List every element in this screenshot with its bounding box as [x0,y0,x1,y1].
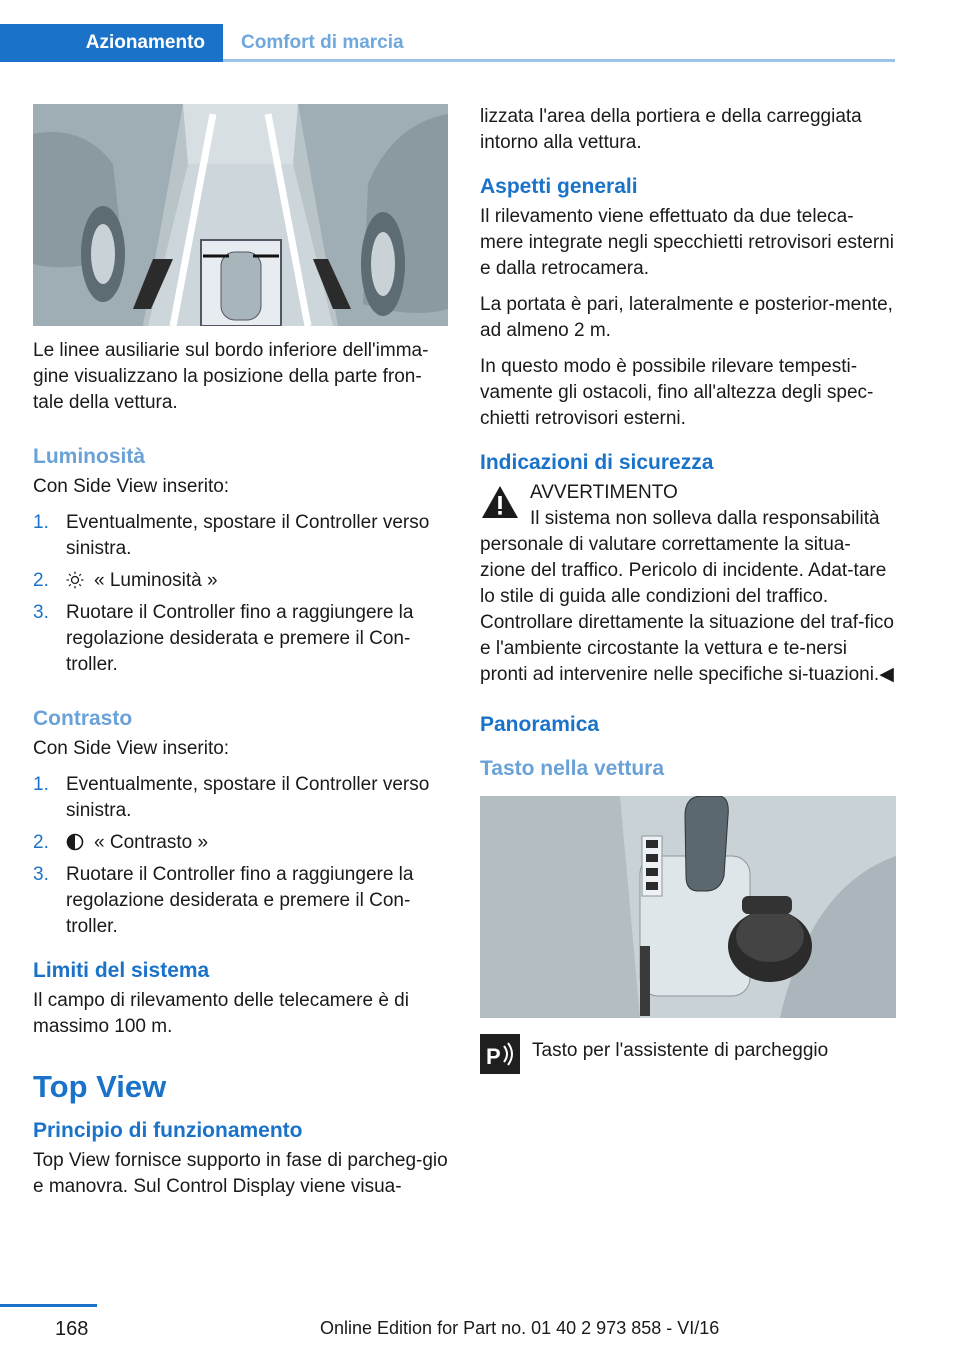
luminosita-intro: Con Side View inserito: [33,476,230,497]
footer-rule [0,1304,97,1307]
warning-triangle-icon [480,484,520,520]
page-header [0,0,960,62]
heading-tasto-nella-vettura: Tasto nella vettura [480,757,664,780]
heading-limiti-del-sistema: Limiti del sistema [33,959,210,982]
list-item: 3. Ruotare il Controller fino a raggiungere la regolazione desiderata e premere il Con‐troller. [33,602,414,675]
heading-luminosita: Luminosità [33,445,146,468]
continuation-text: lizzata l'area della portiera e della carreggiata intorno alla vettura. [480,106,862,153]
heading-principio: Principio di funzionamento [33,1119,303,1142]
header-rule [223,59,895,62]
heading-contrasto: Contrasto [33,707,133,730]
tab-comfort-di-marcia[interactable]: Comfort di marcia [241,32,404,53]
parking-button-caption: Tasto per l'assistente di parcheggio [532,1040,829,1061]
heading-top-view: Top View [33,1069,167,1104]
left-column [33,104,448,1210]
svg-text:P: P [486,1044,501,1069]
edition-text: Online Edition for Part no. 01 40 2 973 858 - VI/16 [320,1318,720,1338]
list-item: 1. Eventualmente, spostare il Controller verso sinistra. [33,774,430,821]
top-view-text: Top View fornisce supporto in fase di parcheg‐gio e manovra. Sul Control Display viene visua‐ [33,1150,448,1197]
heading-aspetti-generali: Aspetti generali [480,175,638,198]
warning-block [480,480,896,688]
parking-assistant-icon [480,1034,520,1074]
list-item: 1. Eventualmente, spostare il Controller verso sinistra. [33,512,430,559]
limiti-text: Il campo di rilevamento delle telecamere è di massimo 100 m. [33,990,409,1037]
center-console-illustration [480,796,896,1018]
page-number: 168 [55,1318,89,1340]
side-view-camera-illustration [33,104,448,326]
list-item: 2. « Luminosità » [33,570,218,591]
right-column [480,104,896,1069]
contrasto-steps [33,772,448,940]
tab-azionamento[interactable]: Azionamento [0,24,223,62]
aspetti-p2: La portata è pari, lateralmente e posterior‐mente, ad almeno 2 m. [480,294,893,341]
heading-indicazioni-sicurezza: Indicazioni di sicurezza [480,451,714,474]
list-item: 3. Ruotare il Controller fino a raggiungere la regolazione desiderata e premere il Con‐troller. [33,864,414,937]
warning-text-first-line: Il sistema non solleva dalla responsabilità [530,508,880,529]
parking-button-row [480,1034,896,1069]
list-item: 2. « Contrasto » [33,832,209,853]
contrast-icon [66,833,84,851]
illustration-caption: Le linee ausiliarie sul bordo inferiore dell'imma‐gine visualizzano la posizione della parte fron‐tale della vettura. [33,340,429,413]
aspetti-p1: Il rilevamento viene effettuato da due teleca‐mere integrate negli specchietti retrovisori esterni e dalla retrocamera. [480,206,894,279]
luminosita-steps [33,510,448,678]
brightness-icon [66,571,84,589]
heading-panoramica: Panoramica [480,713,600,736]
aspetti-p3: In questo modo è possibile rilevare tempesti‐vamente gli ostacoli, fino all'altezza degli spec‐chietti retrovisori esterni. [480,356,874,429]
warning-title: AVVERTIMENTO [530,482,678,503]
contrasto-intro: Con Side View inserito: [33,738,230,759]
warning-text: personale di valutare correttamente la situa‐zione del traffico. Pericolo di incidente. Adat‐tare lo stile di guida alle condizioni del traffico. Controllare direttamente la situazione del traf‐fico e l'ambiente circostante la vettura e te‐nersi pronti ad intervenire nelle specifiche si‐tuazioni.◀ [480,534,894,685]
